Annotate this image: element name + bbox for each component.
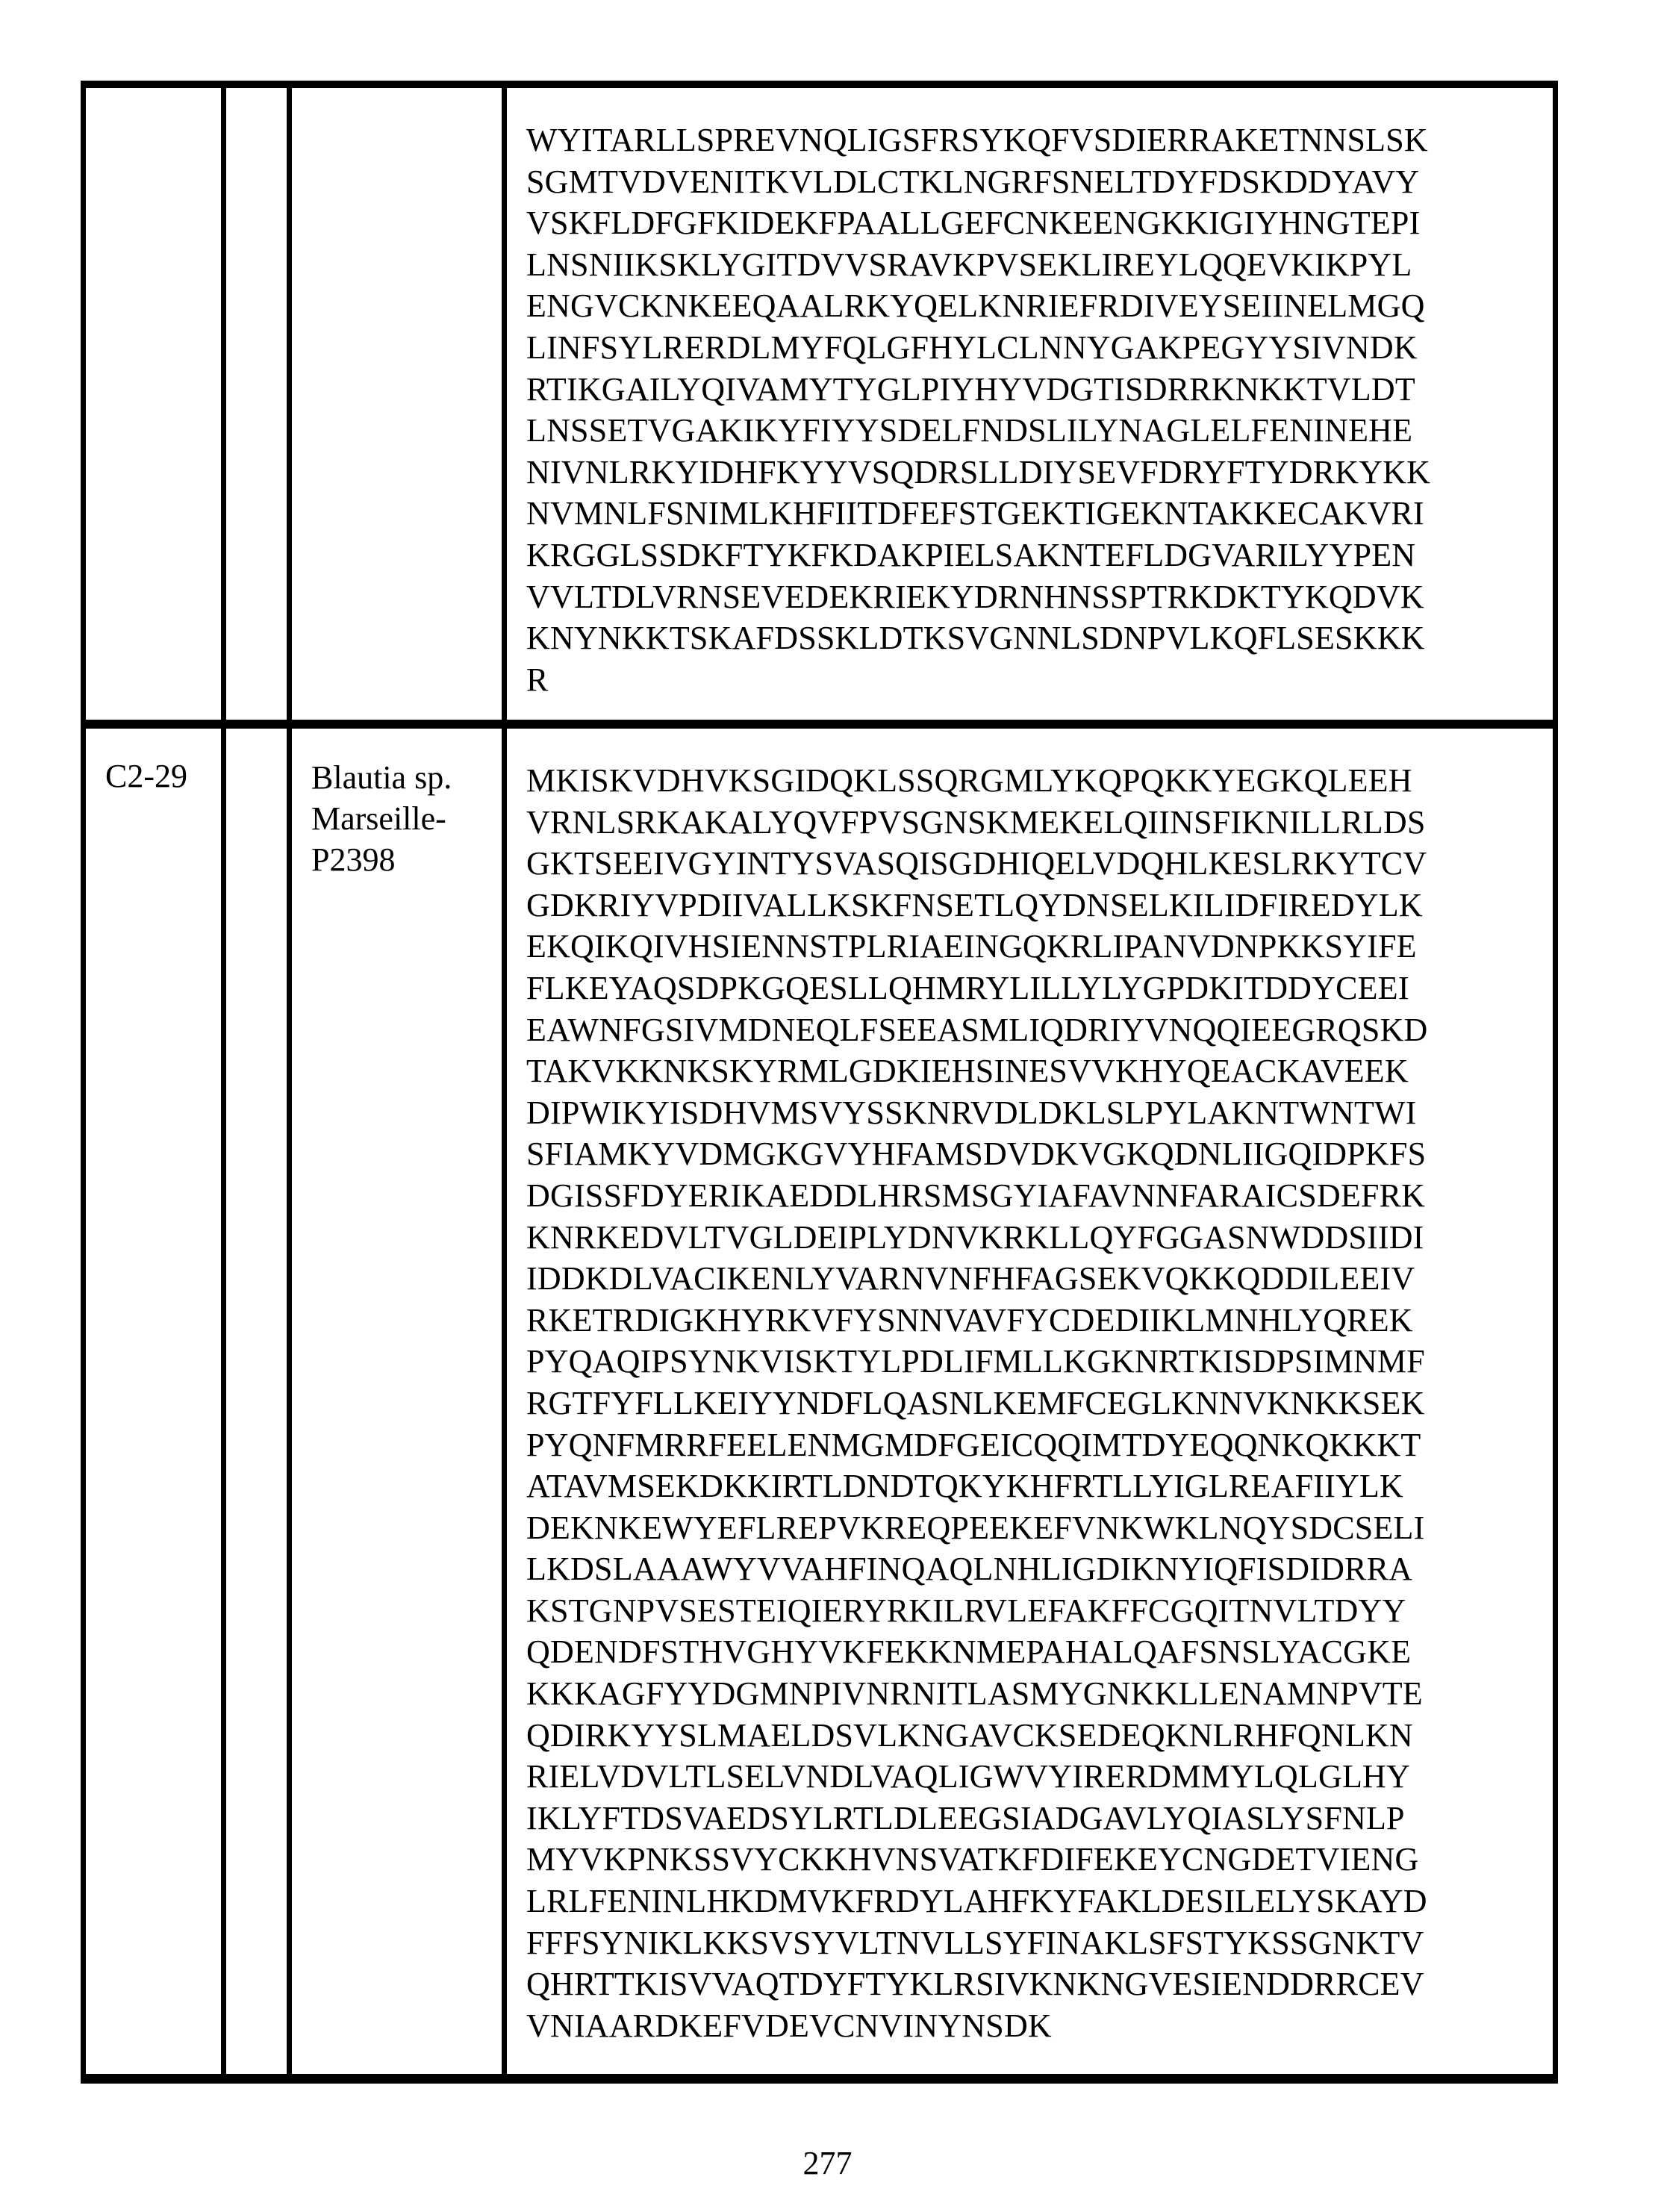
clone-id-text: C2-29 — [105, 758, 187, 794]
empty-cell-text — [226, 729, 287, 755]
species-text: Blautia sp. Marseille- P2398 — [311, 759, 452, 878]
species-text — [292, 88, 502, 116]
id-cell — [84, 724, 224, 2079]
clone-id-text — [86, 88, 221, 115]
table-row — [84, 84, 1556, 724]
sequence-text: MKISKVDHVKSGIDQKLSSQRGMLYKQPQKKYEGKQLEEH VRNLSRKAKALYQVFPVSGNSKMEKELQIINSFIKNILLRLDS GKTSEEIVGYINTYSVASQISGDHIQELVDQHLKESLRKYTCV GDKRIYVPDIIVALLKSKFNSETLQYDNSELKILIDFIREDYLK EKQIKQIVHSIENNSTPLRIAEINGQKRLIPANVDNPKKSYIFE FLKEYAQSDPKGQESLLQHMRYLILLYLYGPDKITDDYCEEI EAWNFGSIVMDNEQLFSEEASMLIQDRIYVNQQIEEGRQSKD TAKVKKNKSKYRMLGDKIEHSINESVVKHYQEACKAVEEK DIPWIKYISDHVMSVYSSKNRVDLDKLSLPYLAKNTWNTWI SFIAMKYVDMGKGVYHFAMSDVDKVGKQDNLIIGQIDPKFS DGISSFDYERIKAEDDLHRSMSGYIAFAVNNFARAICSDEFRK KNRKEDVLTVGLDEIPLYDNVKRKLLQYFGGASNWDDSIIDI IDDKDLVACIKENLYVARNVNFHFAGSEKVQKKQDDILEEIV RKETRDIGKHYRKVFYSNNVAVFYCDEDIIKLMNHLYQREK PYQAQIPSYNKVISKTYLPDLIFMLLKGKNRTKISDPSIMNMF RGTFYFLLKEIYYNDFLQASNLKEMFCEGLKNNVKNKKSEK PYQNFMRRFEELENMGMDFGEICQQIMTDYEQQNKQKKKT ATAVMSEKDKKIRTLDNDTQKYKHFRTLLYIGLREAFIIYLK DEKNKEWYEFLREPVKREQPEEKEFVNKWKLNQYSDCSELI LKDSLAAAWYVVAHFINQAQLNHLIGDIKNYIQFISDIDRRA KSTGNPVSESTEIQIERYRKILRVLEFAKFFCGQITNVLTDYY QDENDFSTHVGHYVKFEKKNMEPAHALQAFSNSLYACGKE KKKAGFYYDGMNPIVNRNITLASMYGNKKLLENAMNPVTE QDIRKYYSLMAELDSVLKNGAVCKSEDEQKNLRHFQNLKN RIELVDVLTLSELVNDLVAQLIGWVYIRERDMMYLQLGLHY IKLYFTDSVAEDSYLRTLDLEEGSIADGAVLYQIASLYSFNLP MYVKPNKSSVYCKKHVNSVATKFDIFEKEYCNGDETVIENG LRLFENINLHKDMVKFRDYLAHFKYFAKLDESILELYSKAYD FFFSYNIKLKKSVSYVLTNVLLSYFINAKLSFSTYKSSGNKTV QHRTTKISVVAQTDYFTYKLRSIVKNKNGVESIENDDRRCEV VNIAARDKEFVDEVCNVINYNSDK — [526, 762, 1428, 2044]
empty-cell-text — [226, 88, 287, 115]
empty-cell — [224, 84, 290, 724]
sequence-cell — [505, 724, 1556, 2079]
table-row — [84, 724, 1556, 2079]
species-cell — [290, 724, 505, 2079]
empty-cell — [224, 724, 290, 2079]
sequence-cell — [505, 84, 1556, 724]
sequence-text: WYITARLLSPREVNQLIGSFRSYKQFVSDIERRAKETNNSLSK SGMTVDVENITKVLDLCTKLNGRFSNELTDYFDSKDDYAVY VSKFLDFGFKIDEKFPAALLGEFCNKEENGKKIGIYHNGTEPI LNSNIIKSKLYGITDVVSRAVKPVSEKLIREYLQQEVKIKPYL ENGVCKNKEEQAALRKYQELKNRIEFRDIVEYSEIINELMGQ LINFSYLRERDLMYFQLGFHYLCLNNYGAKPEGYYSIVNDK RTIKGAILYQIVAMYTYGLPIYHYVDGTISDRRKNKKTVLDT LNSSETVGAKIKYFIYYSDELFNDSLILYNAGLELFENINEHE NIVNLRKYIDHFKYYVSQDRSLLDIYSEVFDRYFTYDRKYKK NVMNLFSNIMLKHFIITDFEFSTGEKTIGEKNTAKKECAKVRI KRGGLSSDKFTYKFKDAKPIELSAKNTEFLDGVARILYYPEN VVLTDLVRNSEVEDEKRIEKYDRNHNSSPTRKDKTYKQDVK KNYNKKTSKAFDSSKLDTKSVGNNLSDNPVLKQFLSESKKK R — [526, 122, 1431, 698]
sequence-table — [81, 81, 1558, 2084]
page-number: 277 — [802, 2145, 853, 2181]
species-cell — [290, 84, 505, 724]
id-cell — [84, 84, 224, 724]
